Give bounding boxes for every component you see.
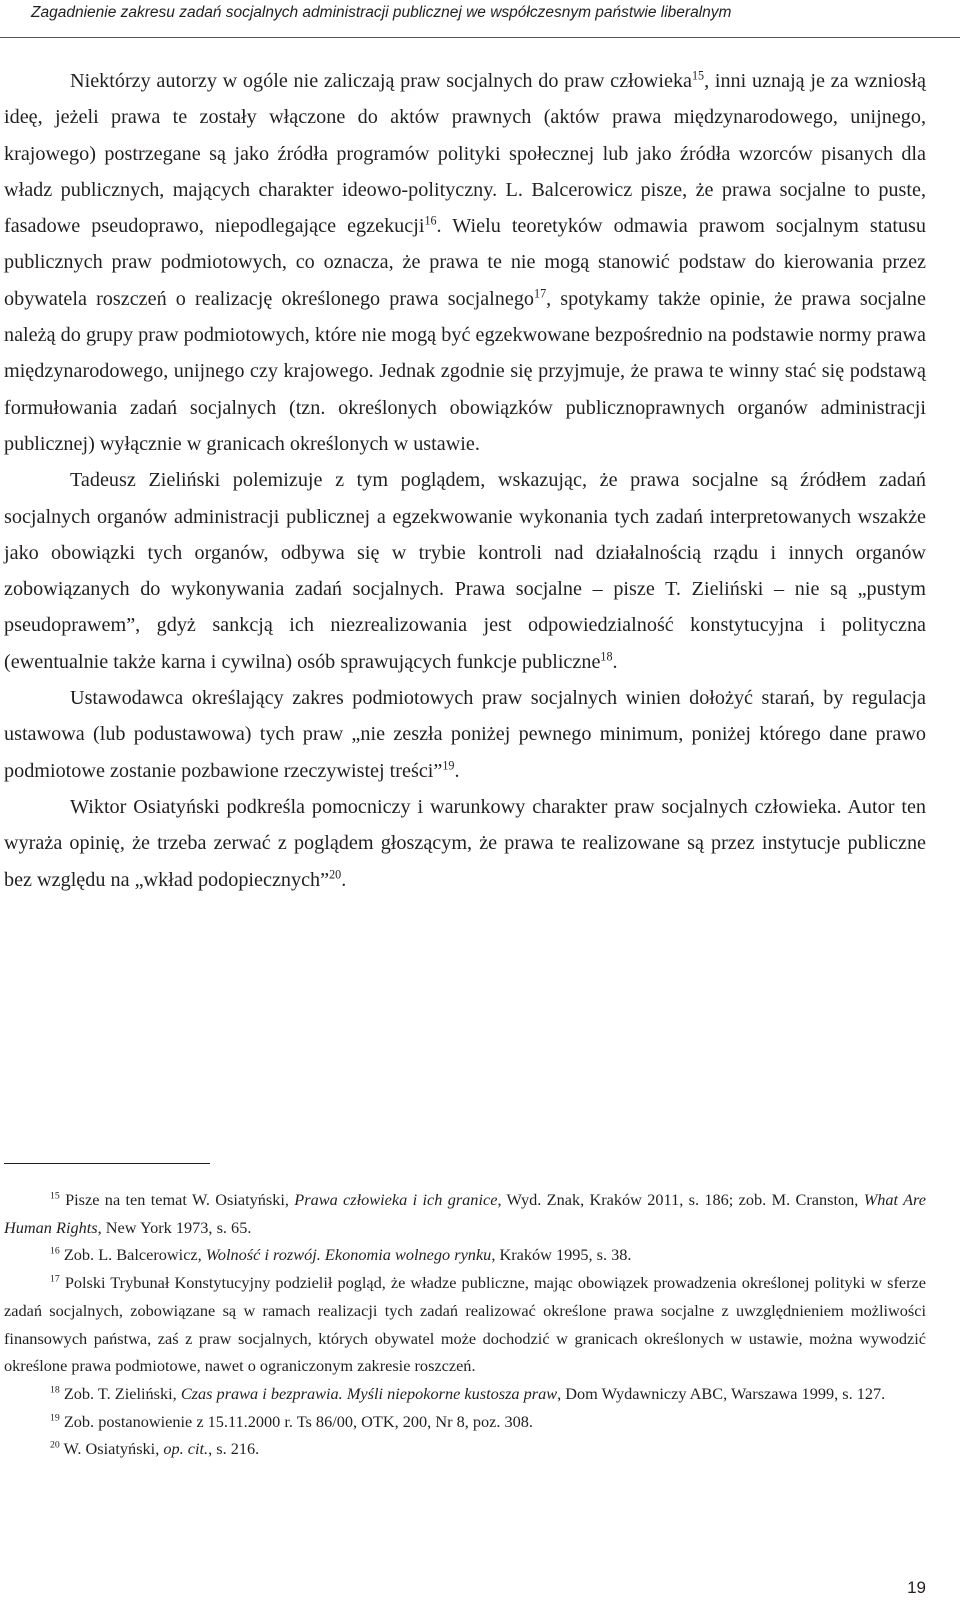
header-rule [0,37,960,38]
footnote-title: op. cit. [163,1439,209,1459]
paragraph-text: . Wielu teoretyków odmawia prawom socjalnym statusu publicznych praw podmiotowych, co oznacza, że prawa te nie mogą stanowić podstaw do kierowania przez obywatela roszczeń o realizację określonego prawa socjalnego [4,215,927,310]
footnote-title: Prawa człowieka i ich granice [294,1190,498,1209]
footnote-title: Wolność i rozwój. Ekonomia wolnego rynku [205,1245,492,1265]
footnote-text: Pisze na ten temat W. Osiatyński, [59,1190,295,1209]
paragraph-1 [4,63,926,462]
paragraph-text: , spotykamy także opinie, że prawa socjalne należą do grupy praw podmiotowych, które nie mogą być egzekwowane bezpośrednio na podstawie normy prawa międzynarodowego, unijnego czy krajowego. Jednak zgodnie się przyjmuje, że prawa te winny stać się podstawą formułowania zadań socjalnych (tzn. określonych obowiązków publicznoprawnych organów administracji publicznej) wyłącznie w granicach określonych w ustawie. [4,287,926,455]
footnote-text: Zob. postanowienie z 15.11.2000 r. Ts 86/00, OTK, 200, Nr 8, poz. 308. [59,1411,533,1431]
footnote-separator [4,1163,210,1164]
footnote-title: What Are Human Rights [4,1190,927,1237]
running-head [0,0,960,40]
footnote-ref-16[interactable]: 16 [424,213,437,228]
footnote-number: 19 [50,1412,60,1424]
footnote-ref-18[interactable]: 18 [600,649,613,664]
page-number: 19 [907,1578,926,1597]
paragraph-text: , inni uznają je za wzniosłą ideę, jeżeli prawa te zostały włączone do aktów prawnych (aktów prawa międzynarodowego, unijnego, krajowego) postrzegane są jako źródła programów polityki społecznej lub jako źródła wzorców pisanych dla władz publicznych, mających charakter ideowo-polityczny. L. Balcerowicz pisze, że prawa socjalne to puste, fasadowe pseudoprawo, niepodlegające egzekucji [4,70,926,238]
paragraph-3 [4,680,926,789]
footnote-ref-19[interactable]: 19 [442,757,455,772]
running-head-text: Zagadnienie zakresu zadań socjalnych administracji publicznej we współczesnym państwie liberalnym [31,4,732,21]
paragraph-text: Tadeusz Zieliński polemizuje z tym poglądem, wskazując, że prawa socjalne są źródłem zadań socjalnych organów administracji publicznej a egzekwowanie wykonania tych zadań interpretowanych wszakże jako obowiązki tych organów, odbywa się w trybie kontroli nad działalnością rządu i innych organów zobowiązanych do wykonywania zadań socjalnych. Prawa socjalne – pisze T. Zieliński – nie są „pustym pseudoprawem”, gdyż sankcją ich niezrealizowania jest odpowiedzialność konstytucyjna i polityczna (ewentualnie także karna i cywilna) osób sprawujących funkcje publiczne [4,469,926,673]
footnote-20 [4,1435,926,1463]
main-text [4,63,926,898]
footnote-ref-20[interactable]: 20 [329,866,342,881]
paragraph-2 [4,462,926,680]
paragraph-text: . [454,759,460,782]
footnote-19 [4,1408,926,1436]
footnote-text: Zob. L. Balcerowicz, [59,1245,206,1265]
paragraph-text: Wiktor Osiatyński podkreśla pomocniczy i warunkowy charakter praw socjalnych człowieka. Autor ten wyraża opinię, że trzeba zerwać z poglądem głoszącym, że prawa te realizowane są przez instytucje publiczne bez względu na „wkład podopiecznych” [4,795,926,891]
footnote-number: 17 [50,1273,60,1285]
footnote-18 [4,1380,926,1408]
footnote-text: , Kraków 1995, s. 38. [491,1245,632,1265]
footnote-text: W. Osiatyński, [59,1439,164,1459]
paragraph-text: . [341,868,347,891]
footnotes [4,1186,926,1463]
footnote-text: , s. 216. [208,1439,260,1459]
paragraph-text: Ustawodawca określający zakres podmiotowych praw socjalnych winien dołożyć starań, by regulacja ustawowa (lub podustawowa) tych praw „nie zeszła poniżej pewnego minimum, poniżej którego dane prawo podmiotowe zostanie pozbawione rzeczywistej treści” [4,687,926,782]
footnote-15 [4,1186,926,1241]
footnote-text: , Dom Wydawniczy ABC, Warszawa 1999, s. 127. [557,1383,886,1403]
paragraph-text: . [612,650,618,673]
footnote-16 [4,1241,926,1269]
paragraph-text: Niektórzy autorzy w ogóle nie zaliczają praw socjalnych do praw człowieka [70,70,692,92]
footnote-number: 18 [50,1384,60,1396]
footnote-number: 20 [50,1439,60,1451]
footnote-ref-17[interactable]: 17 [534,286,547,301]
footnote-number: 15 [50,1190,60,1202]
paragraph-4 [4,789,926,898]
footnote-17 [4,1269,926,1380]
footnote-ref-15[interactable]: 15 [692,68,705,83]
footnote-title: Czas prawa i bezprawia. Myśli niepokorne kustosza praw [180,1383,558,1403]
footnote-text: , Wyd. Znak, Kraków 2011, s. 186; zob. M. Cranston, [497,1190,864,1209]
footnote-text: Zob. T. Zieliński, [59,1383,181,1403]
footnote-text: Polski Trybunał Konstytucyjny podzielił pogląd, że władze publiczne, mając obowiązek prowadzenia określonej polityki w sferze zadań socjalnych, zobowiązane są w ramach realizacji tych zadań realizować określone prawa socjalne z uwzględnieniem możliwości finansowych państwa, zaś z praw socjalnych, których obywatel może dochodzić w granicach określonych w ustawie, można wywodzić określone prawa podmiotowe, nawet o ograniczonym zakresie roszczeń. [4,1273,926,1376]
footnote-text: , New York 1973, s. 65. [97,1217,252,1237]
footnote-number: 16 [50,1245,60,1257]
